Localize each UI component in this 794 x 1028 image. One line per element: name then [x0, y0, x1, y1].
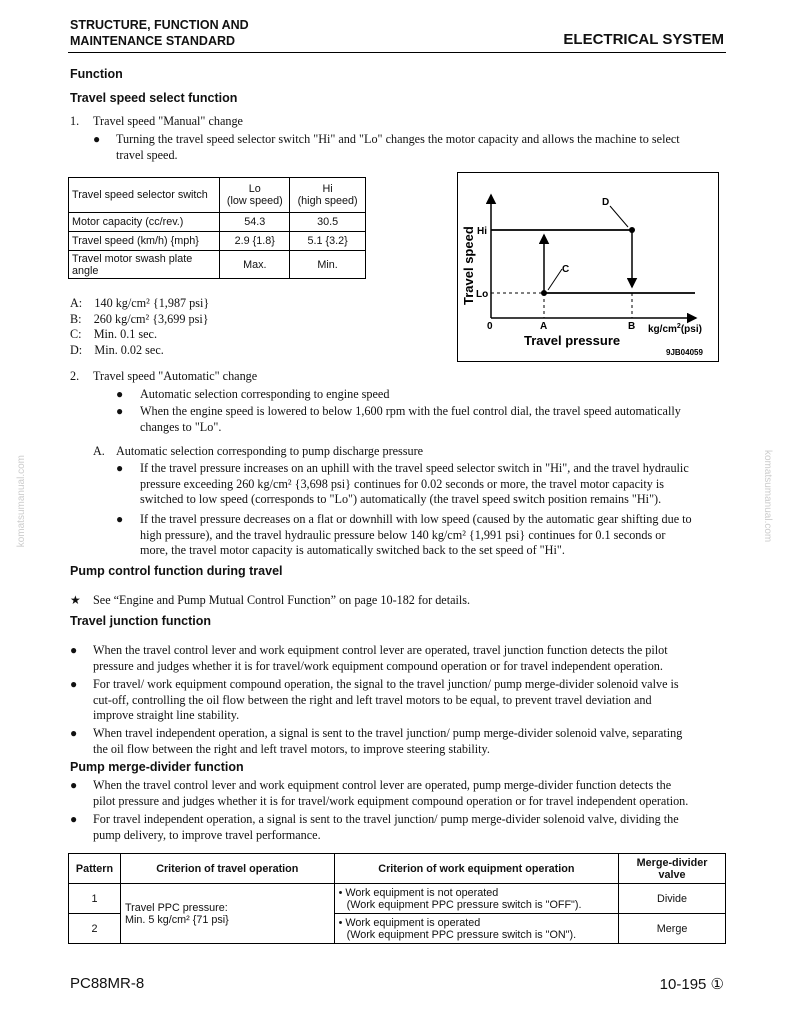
bullet-icon: ● [70, 778, 78, 792]
lo-label: Lo [476, 289, 489, 300]
table-row: Travel motor swash plate angle Max. Min. [69, 251, 366, 279]
pattern-table [68, 853, 726, 944]
table-row: Travel speed (km/h) {mph} 2.9 {1.8} 5.1 {3.2} [69, 232, 366, 251]
footer-model: PC88MR-8 [70, 975, 145, 992]
leader-c [548, 269, 562, 290]
travel-junction-bullet-1: When the travel control lever and work equipment control lever are operated, travel junction function detects the pilot pressure and judges whether it is for travel/work equipment compound operation or for travel independent operation. [93, 643, 668, 673]
d-label: D [602, 197, 610, 208]
bullet-icon: ● [70, 643, 78, 657]
merge-divider-heading: Pump merge-divider function [70, 760, 244, 774]
travel-speed-diagram [457, 172, 719, 362]
note-c: C: Min. 0.1 sec. [70, 327, 158, 341]
pump-control-heading: Pump control function during travel [70, 564, 283, 578]
table-row: 2 • Work equipment is operated (Work equipment PPC pressure switch is "ON"). Merge [69, 914, 726, 944]
travel-junction-heading: Travel junction function [70, 614, 211, 628]
table-header-cell: Pattern [69, 854, 121, 884]
leader-d [610, 206, 628, 227]
bullet-icon: ● [93, 132, 101, 146]
footer-page-number: 10-195 ① [659, 976, 724, 993]
header-chapter-title: ELECTRICAL SYSTEM [563, 31, 724, 48]
bullet-icon: ● [70, 677, 78, 691]
origin-label: 0 [487, 321, 493, 332]
item-2-number: 2. [70, 369, 80, 383]
unit-label: $kg/cm^2(psi)$ [648, 323, 702, 335]
item-1-number: 1. [70, 114, 80, 128]
merge-divider-bullet-1: When the travel control lever and work equipment control lever are operated, pump merge-divider function detects the pilot pressure and judges whether it is for travel/work equipment compound operation or for travel independent operation. [93, 778, 689, 808]
sub-a-title: Automatic selection corresponding to pump discharge pressure [116, 444, 424, 458]
header-line-1: STRUCTURE, FUNCTION AND [70, 18, 249, 32]
note-b: B: 260 kg/cm² {3,699 psi} [70, 311, 209, 326]
b-tick-label: B [628, 321, 636, 332]
c-label: C [562, 264, 570, 275]
hi-label: Hi [477, 226, 487, 237]
item-1-title: Travel speed "Manual" change [93, 114, 243, 128]
merge-divider-bullet-2: For travel independent operation, a signal is sent to the travel junction/ pump merge-divider solenoid valve, dividing the pump delivery, to improve travel performance. [93, 812, 679, 842]
table-header-cell: Lo (low speed) [220, 178, 290, 213]
x-axis-label: Travel pressure [524, 333, 621, 348]
item-2-bullet-1: Automatic selection corresponding to engine speed [140, 387, 390, 401]
header-rule [68, 52, 726, 53]
item-1-bullet-text: Turning the travel speed selector switch "Hi" and "Lo" changes the motor capacity and allows the machine to select travel speed. [116, 132, 680, 162]
bullet-icon: ● [116, 404, 124, 418]
item-2-bullet-2: When the engine speed is lowered to below 1,600 rpm with the fuel control dial, the travel speed automatically changes to "Lo". [140, 404, 681, 434]
pump-control-note: See “Engine and Pump Mutual Control Function” on page 10-182 for details. [93, 593, 471, 607]
watermark-right: komatsumanual.com [762, 450, 773, 543]
point-c-marker [541, 290, 547, 296]
diagram-notes [70, 296, 209, 358]
a-tick-label: A [540, 321, 548, 332]
figure-code: 9JB04059 [666, 348, 703, 357]
item-2-title: Travel speed "Automatic" change [93, 369, 258, 383]
sub-a-bullet-2: If the travel pressure decreases on a flat or downhill with low speed (caused by the automatic gear shifting due to high pressure), and the travel hydraulic pressure below 140 kg/cm² {1,991 psi} continues for 0.1 seconds or more, the travel motor capacity is automatically switched back to the set speed of "Hi". [140, 512, 692, 557]
table-header-cell: Merge-divider valve [619, 854, 726, 884]
table-header-cell: Criterion of work equipment operation [334, 854, 619, 884]
bullet-icon: ● [116, 461, 124, 475]
travel-speed-table [68, 177, 366, 279]
bullet-icon: ● [116, 387, 124, 401]
note-a: A: 140 kg/cm² {1,987 psi} [70, 296, 210, 310]
header-line-2: MAINTENANCE STANDARD [70, 34, 236, 48]
watermark-left: komatsumanual.com [16, 455, 27, 548]
travel-junction-bullet-3: When travel independent operation, a signal is sent to the travel junction/ pump merge-divider solenoid valve, separating the oil flow between the right and left travel motors, to improve steering stability. [93, 726, 683, 756]
star-icon: ★ [70, 593, 81, 607]
note-d: D: Min. 0.02 sec. [70, 342, 164, 357]
bullet-icon: ● [70, 726, 78, 740]
header-section-title [70, 17, 249, 49]
travel-criterion-cell: Travel PPC pressure: Min. 5 kg/cm² {71 psi} [120, 884, 334, 944]
sub-a-bullet-1: If the travel pressure increases on an uphill with the travel speed selector switch in "Hi", and the travel hydraulic pressure exceeding 260 kg/cm² {3,698 psi} continues for 0.02 seconds or more, the travel motor capacity is switched to low speed (corresponds to "Lo") automatically (the travel speed switch position remains "Hi"). [140, 461, 689, 506]
y-axis-label: Travel speed [461, 226, 476, 305]
bullet-icon: ● [116, 512, 124, 526]
table-header-cell: Hi (high speed) [290, 178, 366, 213]
function-heading: Function [70, 67, 123, 81]
travel-speed-diagram-svg [458, 173, 717, 360]
sub-a-number: A. [93, 444, 105, 458]
bullet-icon: ● [70, 812, 78, 826]
table-header-cell: Criterion of travel operation [120, 854, 334, 884]
point-d-marker [629, 227, 635, 233]
table-row: Motor capacity (cc/rev.) 54.3 30.5 [69, 213, 366, 232]
travel-junction-bullet-2: For travel/ work equipment compound operation, the signal to the travel junction/ pump merge-divider solenoid valve is cut-off, controlling the oil flow between the right and left travel motors to be equal, to prevent travel deviation and improve straight line stability. [93, 677, 679, 722]
table-header-cell: Travel speed selector switch [69, 178, 220, 213]
travel-speed-select-heading: Travel speed select function [70, 91, 238, 105]
table-row: 1 Travel PPC pressure: Min. 5 kg/cm² {71 psi} • Work equipment is not operated (Work equipment PPC pressure switch is "OFF"). Divide [69, 884, 726, 914]
